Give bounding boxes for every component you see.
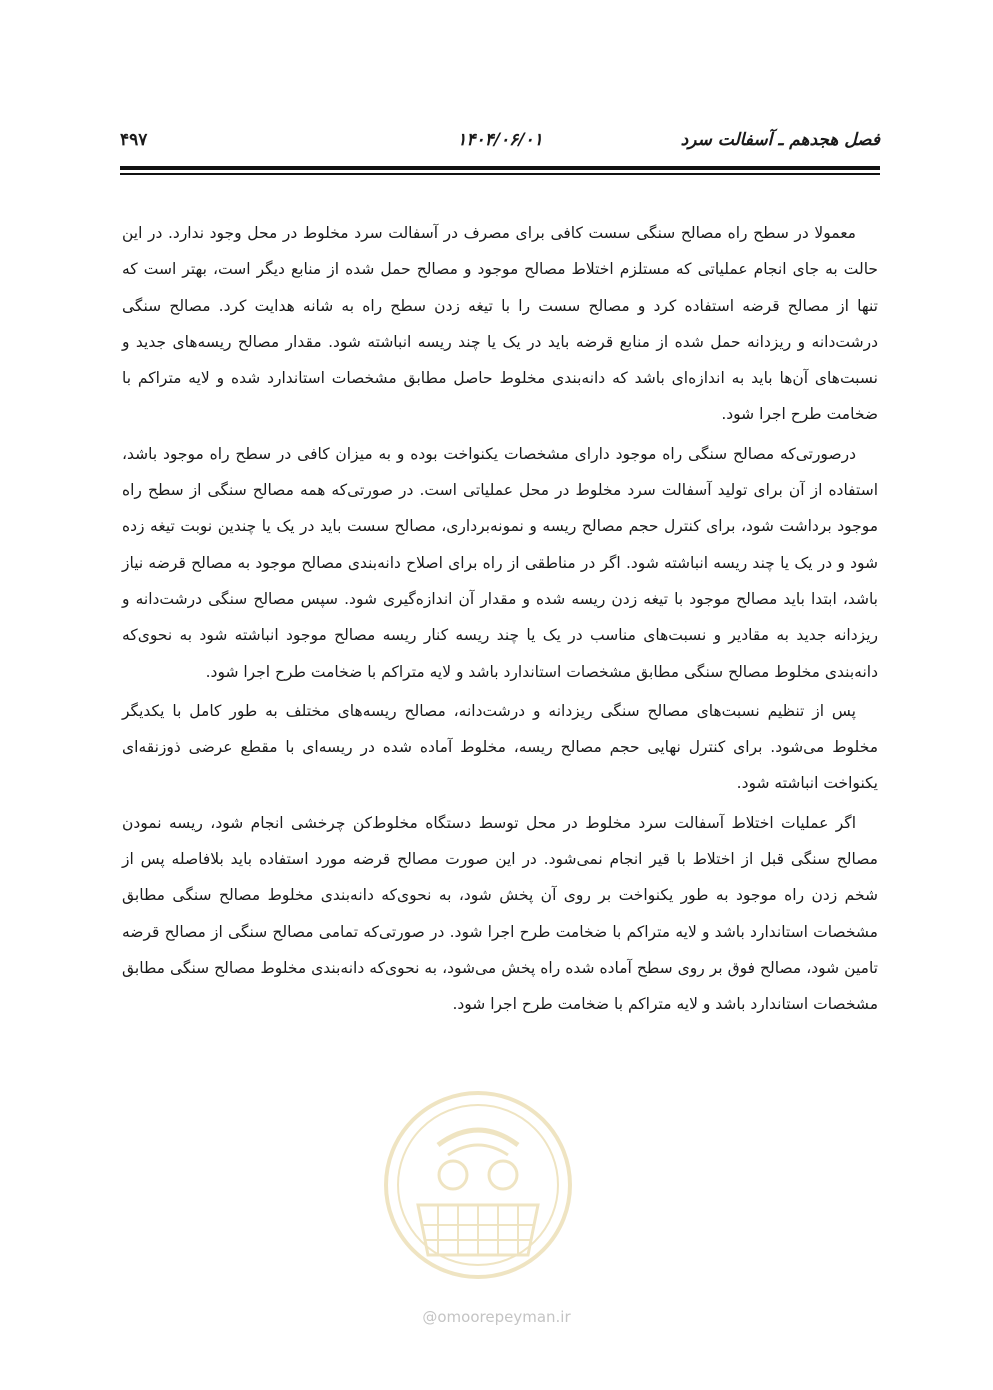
paragraph-4: اگر عملیات اختلاط آسفالت سرد مخلوط در محل توسط دستگاه مخلوط‌کن چرخشی انجام شود، ریسه نمودن مصالح سنگی قبل از اختلاط با قیر انجام نمی‌شود. در این صورت مصالح قرضه مورد استفاده باید بلافاصله پس از شخم زدن راه موجود به طور یکنواخت بر روی آن پخش شود، به نحوی‌که دانه‌بندی مخلوط مصالح سنگی مطابق مشخصات استاندارد باشد و لایه متراکم با ضخامت طرح اجرا شود. در صورتی‌که تمامی مصالح سنگی از مصالح قرضه تامین شود، مصالح فوق بر روی سطح آماده شده راه پخش می‌شود، به نحوی‌که دانه‌بندی مخلوط مصالح سنگی مطابق مشخصات استاندارد باشد و لایه متراکم با ضخامت طرح اجرا شود. [122,813,878,1014]
paragraph-2: درصورتی‌که مصالح سنگی راه موجود دارای مشخصات یکنواخت بوده و به میزان کافی در سطح راه موجود باشد، استفاده از آن برای تولید آسفالت سرد مخلوط در محل عملیاتی است. در صورتی‌که همه مصالح سنگی از سطح راه موجود برداشت شود، برای کنترل حجم مصالح ریسه و نمونه‌برداری، مصالح سست باید در یک یا چندین نوبت تیغه زده شود و در یک یا چند ریسه انباشته شود. اگر در مناطقی از راه برای اصلاح دانه‌بندی مصالح موجود به مصالح قرضه نیاز باشد، ابتدا باید مصالح موجود با تیغه زدن ریسه شده و مقدار آن اندازه‌گیری شود. سپس مصالح سنگی درشت‌دانه و ریزدانه جدید به مقادیر و نسبت‌های مناسب در یک یا چند ریسه کنار ریسه مصالح موجود انباشته شود به نحوی‌که دانه‌بندی مخلوط مصالح سنگی مطابق مشخصات استاندارد باشد و لایه متراکم با ضخامت طرح اجرا شود. [122,444,878,681]
header-date: ۱۴۰۴/۰۶/۰۱ [457,130,543,150]
page-number: ۴۹۷ [120,130,148,150]
paragraph-1: معمولا در سطح راه مصالح سنگی سست کافی برای مصرف در آسفالت سرد مخلوط در محل وجود ندارد. در این حالت به جای انجام عملیاتی که مستلزم اختلاط مصالح موجود و مصالح حمل شده از منابع دیگر است، بهتر است که تنها از مصالح قرضه استفاده کرد و مصالح سست را با تیغه زدن سطح راه به شانه هدایت کرد. مصالح سنگی درشت‌دانه و ریزدانه حمل شده از منابع قرضه باید در یک یا چند ریسه انباشته شود. مقدار مصالح ریسه‌های جدید و نسبت‌های آن‌ها باید به اندازه‌ای باشد که دانه‌بندی مخلوط حاصل مطابق مشخصات استاندارد شده و لایه متراکم با ضخامت طرح اجرا شود. [122,224,878,424]
header-rule-thick [120,166,880,170]
watermark-seal-icon [378,1085,578,1285]
chapter-title: فصل هجدهم ـ آسفالت سرد [680,130,880,150]
paragraph-3: پس از تنظیم نسبت‌های مصالح سنگی ریزدانه و درشت‌دانه، مصالح ریسه‌های مختلف به طور کامل با یکدیگر مخلوط می‌شود. برای کنترل نهایی حجم مصالح ریسه، مخلوط آماده شده در ریسه‌ای با مقطع عرضی ذوزنقه‌ای یکنواخت انباشته شود. [122,701,878,793]
page-header [120,128,880,168]
body-text [122,215,878,1026]
watermark-footer-text: @omoorepeyman.ir [422,1308,571,1326]
header-rule-thin [120,173,880,175]
